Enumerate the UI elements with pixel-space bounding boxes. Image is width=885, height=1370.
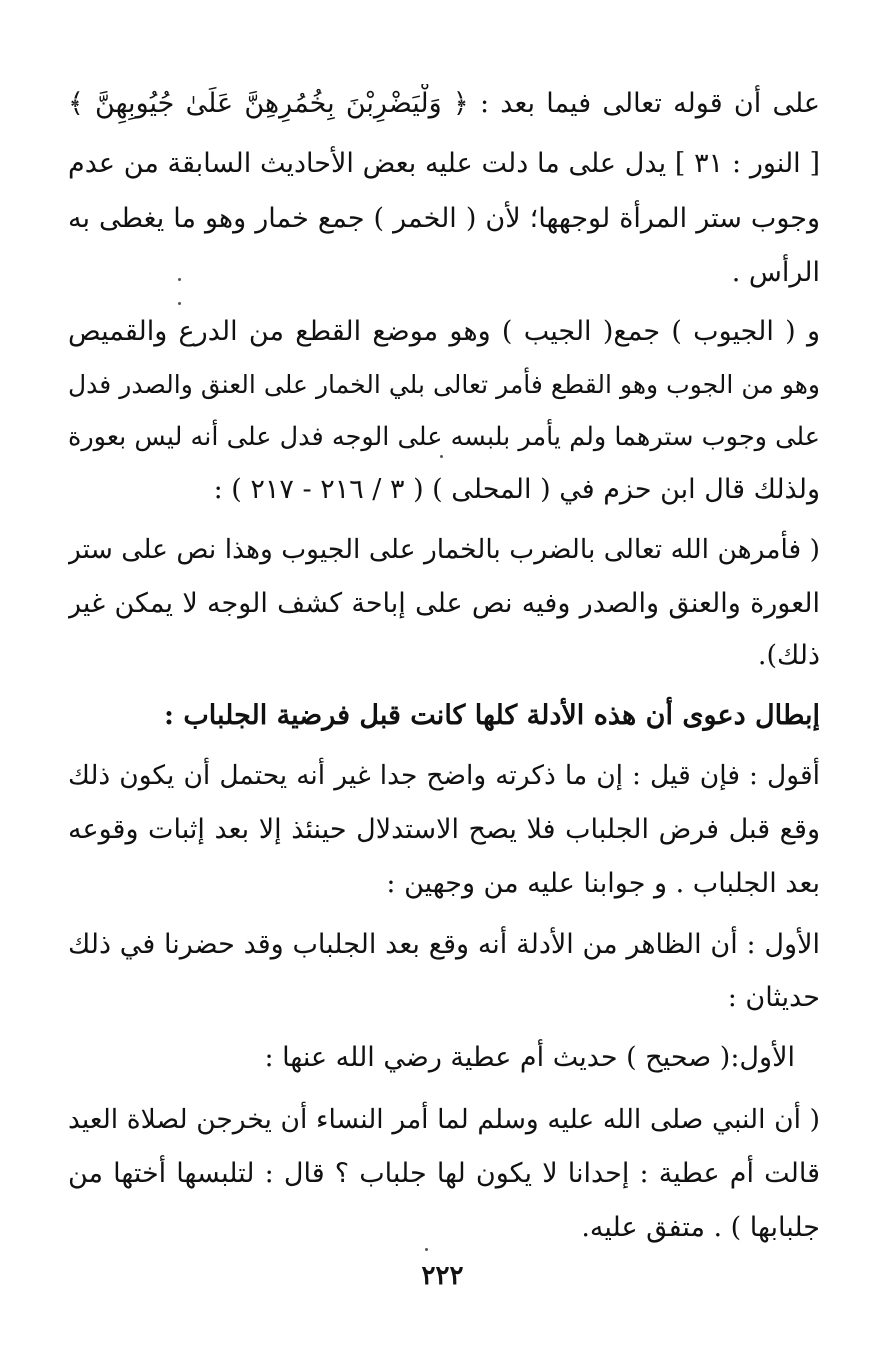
- quote-line: ( فأمرهن الله تعالى بالضرب بالخمار على الجيوب وهذا نص على ستر: [68, 534, 820, 565]
- text-line: أقول : فإن قيل : إن ما ذكرته واضح جدا غير أنه يحتمل أن يكون ذلك: [68, 760, 820, 791]
- text-line: ولذلك قال ابن حزم في ( المحلى ) ( ٣ / ٢١٦ - ٢١٧ ) :: [213, 474, 820, 505]
- text-line: وجوب ستر المرأة لوجهها؛ لأن ( الخمر ) جمع خمار وهو ما يغطى به: [68, 203, 820, 234]
- section-heading: إبطال دعوى أن هذه الأدلة كلها كانت قبل فرضية الجلباب :: [163, 700, 820, 731]
- quote-line: ( أن النبي صلى الله عليه وسلم لما أمر النساء أن يخرجن لصلاة العيد: [68, 1104, 820, 1135]
- text-line: الأول:( صحيح ) حديث أم عطية رضي الله عنها :: [264, 1042, 795, 1073]
- scan-speck: [178, 278, 181, 281]
- text-line: بعد الجلباب . و جوابنا عليه من وجهين :: [386, 868, 820, 899]
- quote-line: قالت أم عطية : إحدانا لا يكون لها جلباب ؟ قال : لتلبسها أختها من: [68, 1158, 820, 1189]
- scan-speck: [440, 455, 443, 458]
- text-line: و ( الجيوب ) جمع( الجيب ) وهو موضع القطع من الدرع والقميص: [68, 316, 820, 347]
- scan-speck: [425, 1248, 428, 1251]
- text-line: [ النور : ٣١ ] يدل على ما دلت عليه بعض الأحاديث السابقة من عدم: [68, 148, 820, 179]
- text-line: وهو من الجوب وهو القطع فأمر تعالى بلي الخمار على العنق والصدر فدل: [68, 370, 820, 399]
- scan-speck: [178, 302, 181, 305]
- text-line: على وجوب سترهما ولم يأمر بلبسه على الوجه فدل على أنه ليس بعورة: [68, 422, 820, 452]
- quote-line: ذلك).: [757, 640, 820, 671]
- page-number: ٢٢٢: [421, 1261, 464, 1291]
- text-line: الرأس .: [731, 257, 820, 288]
- text-line: وقع قبل فرض الجلباب فلا يصح الاستدلال حينئذ إلا بعد إثبات وقوعه: [68, 814, 820, 845]
- quote-line: العورة والعنق والصدر وفيه نص على إباحة كشف الوجه لا يمكن غير: [68, 588, 820, 619]
- text-line: حديثان :: [727, 982, 820, 1013]
- quote-line: جلبابها ) . متفق عليه.: [581, 1212, 820, 1243]
- text-line: الأول : أن الظاهر من الأدلة أنه وقع بعد الجلباب وقد حضرنا في ذلك: [68, 929, 820, 960]
- text-line: على أن قوله تعالى فيما بعد : ﴿ وَلْيَضْرِبْنَ بِخُمُرِهِنَّ عَلَىٰ جُيُوبِهِنَّ ﴾: [68, 88, 820, 119]
